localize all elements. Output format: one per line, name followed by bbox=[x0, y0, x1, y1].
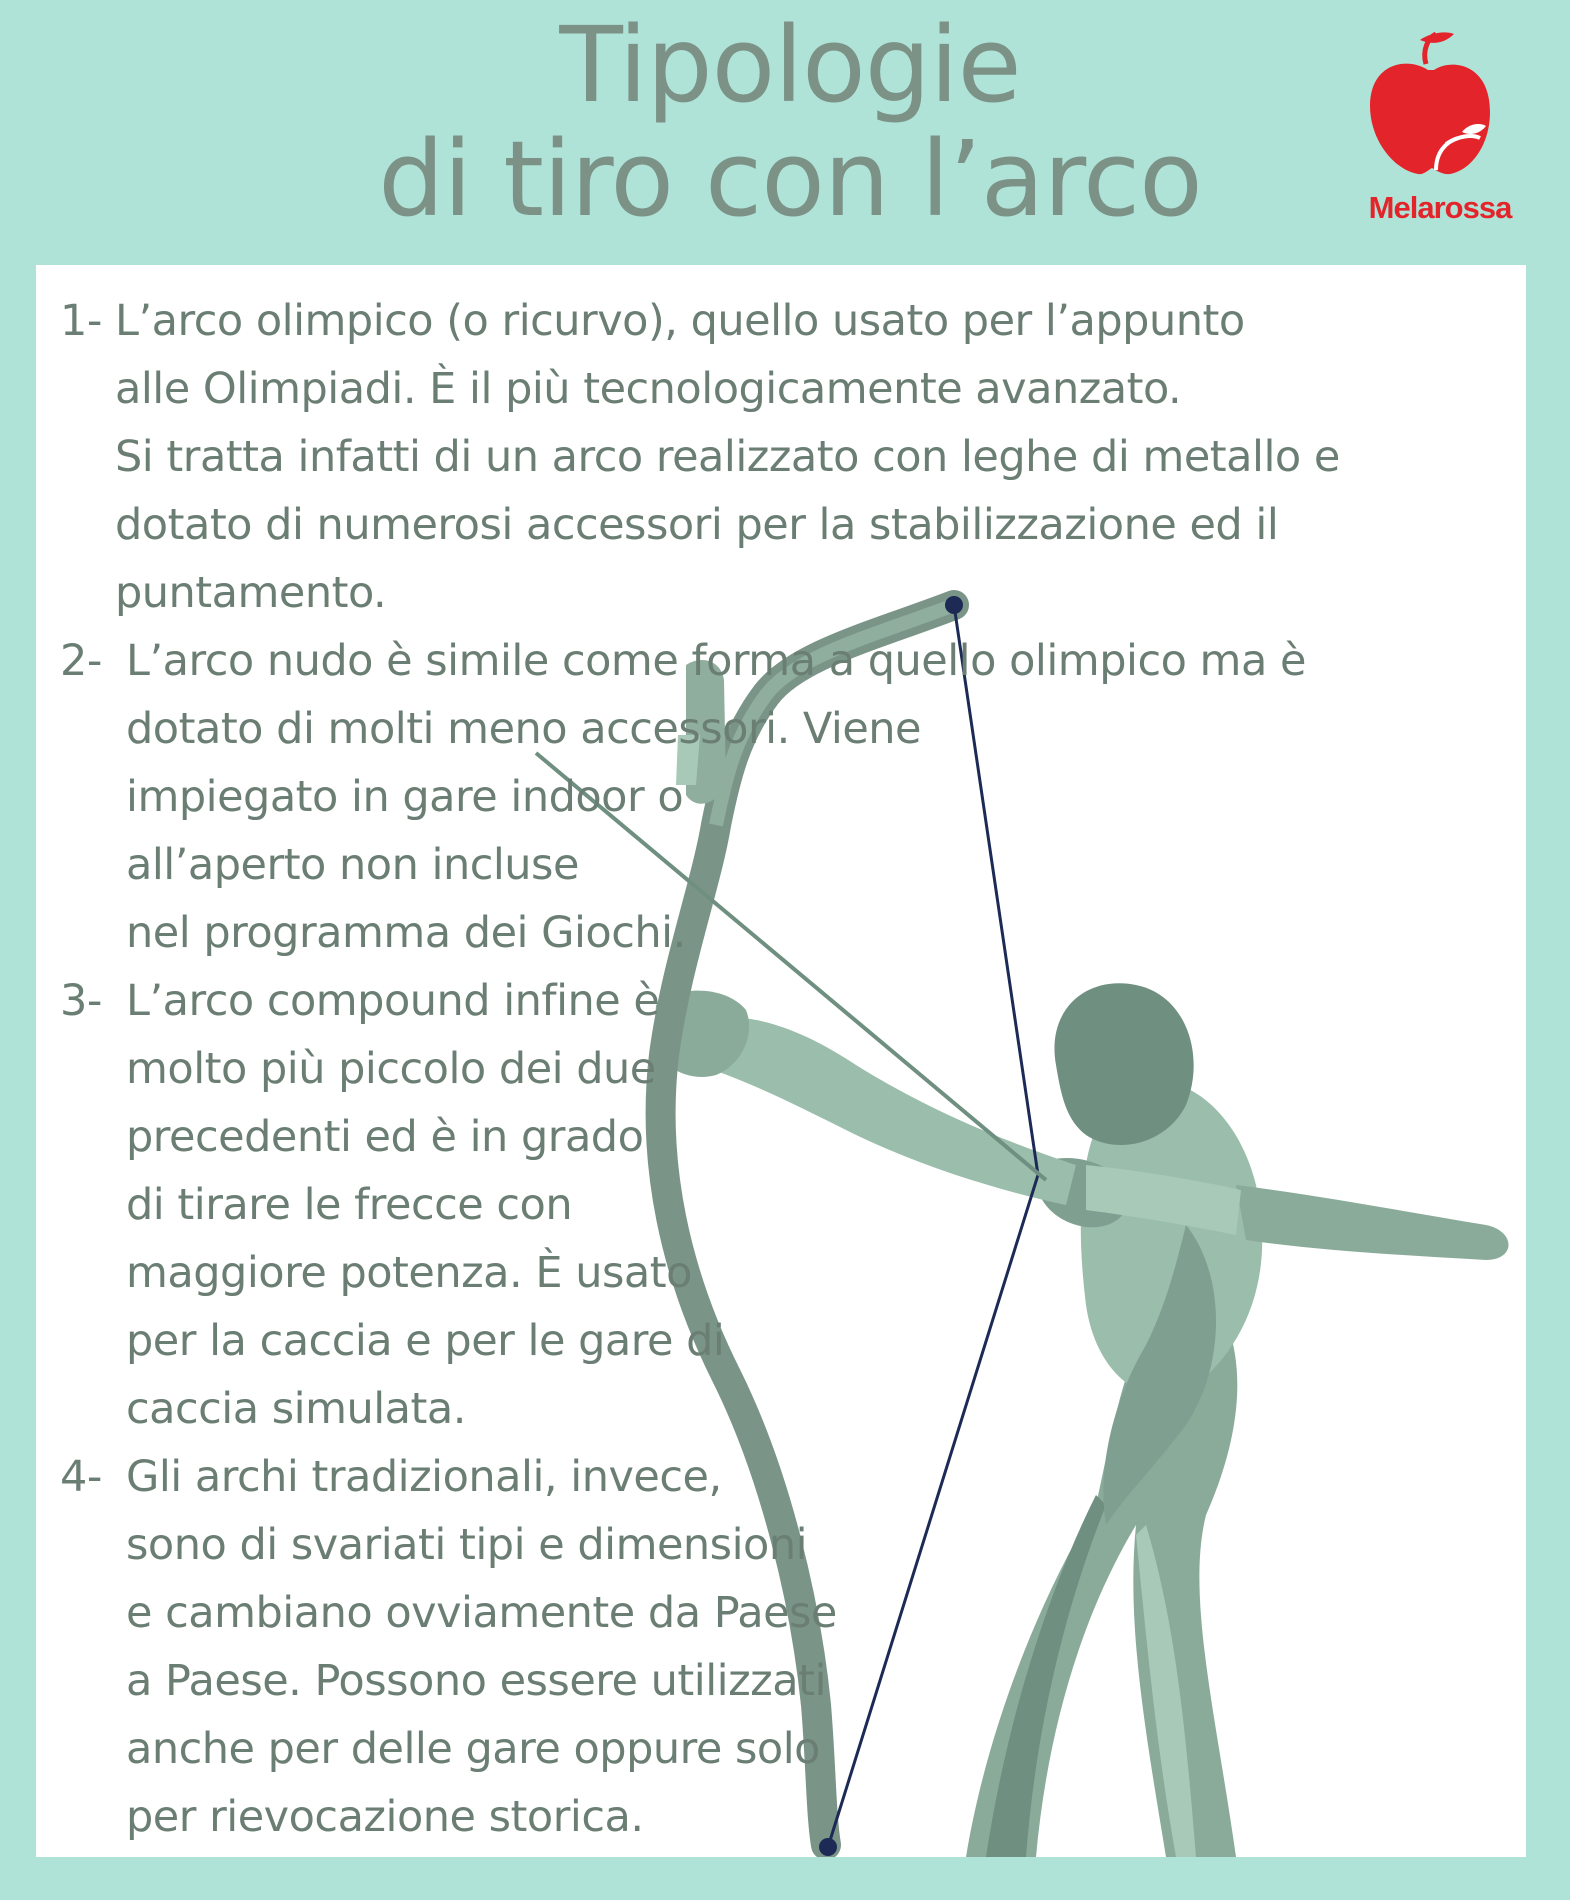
item-number: 1- bbox=[60, 296, 102, 346]
item-text: L’arco compound infine è molto più piccolo dei due precedenti ed è in grado di tirare le frecce con maggiore potenza. È usato per la caccia e per le gare di caccia simulata. bbox=[126, 976, 725, 1434]
list-item bbox=[60, 287, 1520, 627]
title-line-1: Tipologie bbox=[559, 4, 1021, 126]
item-number: 4- bbox=[60, 1452, 102, 1502]
item-text: L’arco nudo è simile come forma a quello olimpico ma è dotato di molti meno accessori. Viene impiegato in gare indoor o all’aperto non incluse nel programma dei Giochi. bbox=[126, 636, 1306, 958]
list-item bbox=[60, 967, 1520, 1443]
brand-logo[interactable] bbox=[1340, 20, 1540, 225]
brand-name: Melarossa bbox=[1368, 190, 1512, 225]
item-number: 3- bbox=[60, 976, 102, 1026]
item-text: Gli archi tradizionali, invece, sono di svariati tipi e dimensioni e cambiano ovviamente da Paese a Paese. Possono essere utilizzati anche per delle gare oppure solo per rievocazione storica. bbox=[126, 1452, 837, 1842]
title-line-2: di tiro con l’arco bbox=[378, 118, 1202, 240]
page-title bbox=[330, 4, 1250, 240]
list-item bbox=[60, 1443, 1520, 1851]
archery-types-list bbox=[60, 287, 1520, 1851]
item-number: 2- bbox=[60, 636, 102, 686]
apple-icon bbox=[1362, 20, 1512, 190]
list-item bbox=[60, 627, 1520, 967]
content-card bbox=[36, 265, 1526, 1857]
item-text: L’arco olimpico (o ricurvo), quello usato per l’appunto alle Olimpiadi. È il più tecnologicamente avanzato. Si tratta infatti di un arco realizzato con leghe di metallo e dotato di numerosi accessori per la stabilizzazione ed il puntamento. bbox=[115, 296, 1340, 618]
